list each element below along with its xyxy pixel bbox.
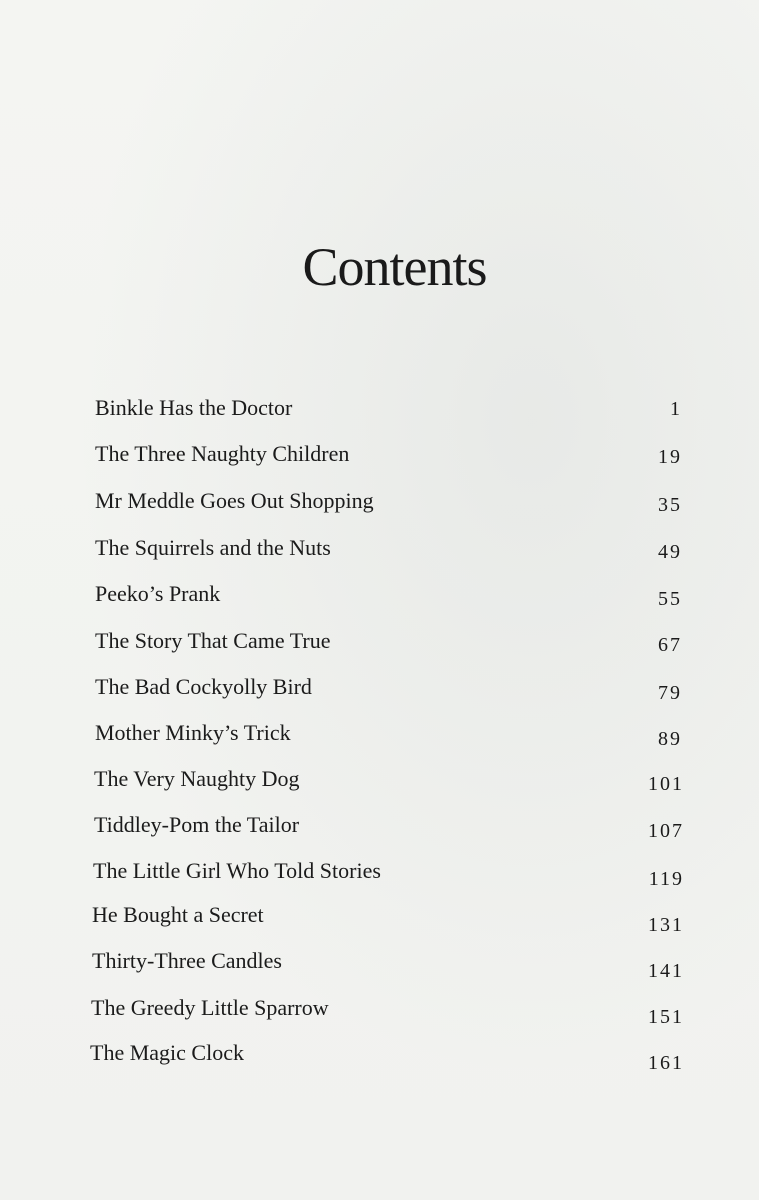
toc-entry-page: 101 [648,773,684,795]
toc-entry-title: The Greedy Little Sparrow [91,995,329,1020]
toc-entry-page: 89 [658,728,682,750]
toc-entry-page: 67 [658,634,682,656]
toc-entry-page: 55 [658,588,682,610]
page-title: Contents [302,237,487,297]
toc-entry-page: 35 [658,494,682,516]
toc-entry-title: The Very Naughty Dog [94,766,300,791]
toc-entry-page: 119 [648,868,684,890]
toc-entry-page: 49 [658,541,682,563]
toc-entry-title: Mother Minky’s Trick [95,720,291,745]
toc-entry-page: 107 [648,820,684,842]
toc-entry-page: 131 [648,914,684,936]
toc-entry-page: 19 [658,446,682,468]
toc-entry-title: Tiddley-Pom the Tailor [94,812,300,837]
toc-entry-title: Thirty-Three Candles [92,948,282,973]
toc-entry-title: The Little Girl Who Told Stories [93,858,381,883]
toc-entry-title: The Three Naughty Children [95,441,350,466]
toc-entry-page: 141 [648,960,684,982]
toc-entry-title: The Magic Clock [90,1040,244,1065]
toc-entry-page: 161 [648,1052,684,1074]
toc-entry-title: Binkle Has the Doctor [95,395,293,420]
toc-entry-title: Mr Meddle Goes Out Shopping [95,488,374,513]
toc-entry-title: The Squirrels and the Nuts [95,535,331,560]
toc-entry-page: 1 [670,398,682,420]
toc-entry-title: The Bad Cockyolly Bird [95,674,312,699]
toc-entry-title: The Story That Came True [95,628,331,653]
toc-entry-title: He Bought a Secret [92,902,264,927]
toc-entry-title: Peeko’s Prank [95,581,221,606]
toc-entry-page: 151 [648,1006,684,1028]
toc-entry-page: 79 [658,682,682,704]
